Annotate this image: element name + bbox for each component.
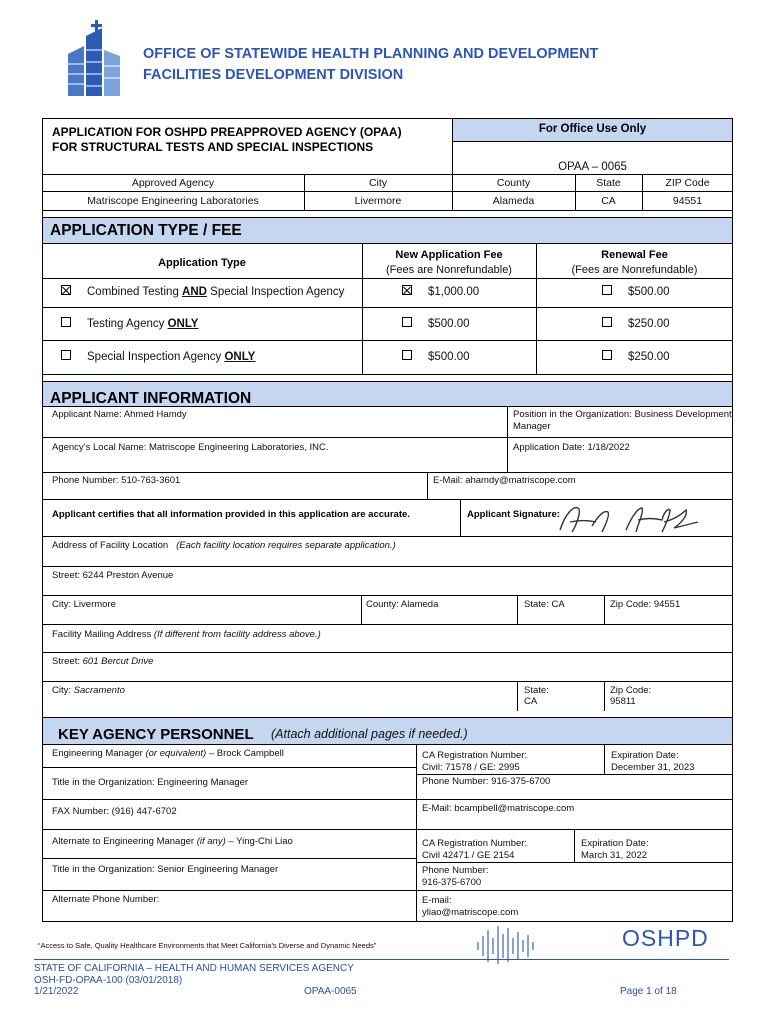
agency-header-state: State: [596, 177, 621, 189]
certify-statement: Applicant certifies that all information provided in this application are accurate.: [52, 509, 410, 520]
title-org-2[interactable]: Title in the Organization: Senior Engineering Manager: [52, 864, 279, 875]
ca-reg-label-2: CA Registration Number:: [422, 838, 528, 849]
footer-form-number: OSH-FD-OPAA-100 (03/01/2018): [34, 975, 183, 986]
agency-header-county: County: [496, 177, 531, 189]
agency-value-state[interactable]: CA: [601, 195, 616, 207]
special-inspection-checkbox[interactable]: [61, 350, 71, 360]
alternate-eng-manager[interactable]: Alternate to Engineering Manager (if any) – Ying-Chi Liao: [52, 836, 293, 847]
application-type-title: APPLICATION TYPE / FEE: [50, 222, 242, 239]
expiration-label-1: Expiration Date:: [611, 750, 679, 761]
signature-label: Applicant Signature:: [467, 509, 560, 520]
eng-manager[interactable]: Engineering Manager (or equivalent) – Brock Campbell: [52, 748, 284, 759]
expiration-value-1[interactable]: December 31, 2023: [611, 762, 695, 773]
email-1[interactable]: E-Mail: bcampbell@matriscope.com: [422, 803, 575, 814]
testing-agency-checkbox[interactable]: [61, 317, 71, 327]
testing-new-fee-checkbox[interactable]: [402, 317, 412, 327]
phone-2-value[interactable]: 916-375-6700: [422, 877, 482, 888]
email-2-label: E-mail:: [422, 895, 452, 906]
phone-1[interactable]: Phone Number: 916-375-6700: [422, 776, 551, 787]
alternate-phone[interactable]: Alternate Phone Number:: [52, 894, 160, 905]
testing-renewal-fee: $250.00: [628, 318, 670, 330]
form-title-line1: APPLICATION FOR OSHPD PREAPPROVED AGENCY (OPAA): [52, 125, 402, 139]
office-use-label: For Office Use Only: [538, 123, 647, 135]
agency-value-agency[interactable]: Matriscope Engineering Laboratories: [87, 195, 259, 207]
application-date[interactable]: Application Date: 1/18/2022: [513, 442, 630, 453]
mailing-street[interactable]: Street: 601 Bercut Drive: [52, 656, 154, 667]
email-2-value[interactable]: yliao@matriscope.com: [422, 907, 519, 918]
mailing-state-label: State:: [524, 685, 549, 696]
combined-agency-label: Combined Testing AND Special Inspection Agency: [87, 286, 345, 298]
header-line2: FACILITIES DEVELOPMENT DIVISION: [143, 67, 404, 83]
footer-page: Page 1 of 18: [620, 986, 677, 997]
testing-renewal-fee-checkbox[interactable]: [602, 317, 612, 327]
facility-street[interactable]: Street: 6244 Preston Avenue: [52, 570, 174, 581]
combined-renewal-fee: $500.00: [628, 286, 670, 298]
ca-reg-value-2[interactable]: Civil 42471 / GE 2154: [422, 850, 515, 861]
footer-oshpd-logo: OSHPD: [622, 925, 709, 951]
facility-state[interactable]: State: CA: [524, 599, 565, 610]
footer-doc-id: OPAA-0065: [304, 986, 357, 997]
personnel-note: (Attach additional pages if needed.): [271, 727, 468, 741]
col-application-type: Application Type: [158, 257, 246, 269]
phone-2-label: Phone Number:: [422, 865, 489, 876]
col-renewal-fee-note: (Fees are Nonrefundable): [571, 264, 698, 276]
special-new-fee: $500.00: [428, 351, 470, 363]
special-renewal-fee-checkbox[interactable]: [602, 350, 612, 360]
applicant-position-2[interactable]: Manager: [513, 421, 551, 432]
applicant-name[interactable]: Applicant Name: Ahmed Hamdy: [52, 409, 187, 420]
facility-county[interactable]: County: Alameda: [366, 599, 439, 610]
mailing-zip-label: Zip Code:: [610, 685, 652, 696]
title-org-1[interactable]: Title in the Organization: Engineering Manager: [52, 777, 249, 788]
agency-local-name[interactable]: Agency’s Local Name: Matriscope Engineering Laboratories, INC.: [52, 442, 329, 453]
header-line1: OFFICE OF STATEWIDE HEALTH PLANNING AND DEVELOPMENT: [143, 46, 599, 62]
applicant-position-1[interactable]: Position in the Organization: Business Development: [513, 409, 732, 420]
facility-city[interactable]: City: Livermore: [52, 599, 116, 610]
col-new-fee-note: (Fees are Nonrefundable): [386, 264, 512, 276]
office-use-value: OPAA – 0065: [558, 161, 627, 173]
combined-new-fee-checkbox[interactable]: [402, 285, 412, 295]
mailing-zip[interactable]: 95811: [610, 696, 636, 707]
facility-zip[interactable]: Zip Code: 94551: [610, 599, 681, 610]
combined-new-fee: $1,000.00: [428, 286, 480, 298]
agency-header-city: City: [368, 177, 388, 189]
agency-header-zip: ZIP Code: [665, 177, 710, 189]
facility-address-label: Address of Facility Location (Each facility location requires separate application.): [52, 540, 396, 551]
agency-value-zip[interactable]: 94551: [672, 195, 703, 207]
fax-number[interactable]: FAX Number: (916) 447-6702: [52, 806, 177, 817]
footer-tagline: “Access to Safe, Quality Healthcare Environments that Meet California's Diverse and Dynamic Needs”: [38, 941, 377, 950]
personnel-title: KEY AGENCY PERSONNEL: [58, 726, 254, 743]
col-renewal-fee: Renewal Fee: [601, 249, 668, 261]
mailing-state[interactable]: CA: [524, 696, 538, 707]
mailing-address-label: Facility Mailing Address (If different from facility address above.): [52, 629, 321, 640]
ca-reg-label-1: CA Registration Number:: [422, 750, 528, 761]
special-new-fee-checkbox[interactable]: [402, 350, 412, 360]
oshpd-logo: [62, 20, 132, 100]
expiration-label-2: Expiration Date:: [581, 838, 649, 849]
col-new-fee: New Application Fee: [395, 249, 503, 261]
applicant-signature[interactable]: [552, 502, 702, 536]
combined-agency-checkbox[interactable]: [61, 285, 71, 295]
form-title-line2: FOR STRUCTURAL TESTS AND SPECIAL INSPECTIONS: [52, 140, 374, 154]
agency-header-agency: Approved Agency: [131, 177, 215, 189]
ca-reg-value-1[interactable]: Civil: 71578 / GE: 2995: [422, 762, 520, 773]
footer-agency: STATE OF CALIFORNIA – HEALTH AND HUMAN SERVICES AGENCY: [34, 963, 354, 974]
applicant-phone[interactable]: Phone Number: 510-763-3601: [52, 475, 181, 486]
agency-value-county[interactable]: Alameda: [492, 195, 535, 207]
special-inspection-label: Special Inspection Agency ONLY: [87, 351, 256, 363]
mailing-city[interactable]: City: Sacramento: [52, 685, 125, 696]
applicant-email[interactable]: E-Mail: ahamdy@matriscope.com: [433, 475, 576, 486]
testing-agency-label: Testing Agency ONLY: [87, 318, 199, 330]
applicant-info-title: APPLICANT INFORMATION: [50, 390, 252, 407]
special-renewal-fee: $250.00: [628, 351, 670, 363]
agency-value-city[interactable]: Livermore: [354, 195, 402, 207]
testing-new-fee: $500.00: [428, 318, 470, 330]
combined-renewal-fee-checkbox[interactable]: [602, 285, 612, 295]
footer-date: 1/21/2022: [34, 986, 79, 997]
expiration-value-2[interactable]: March 31, 2022: [581, 850, 648, 861]
